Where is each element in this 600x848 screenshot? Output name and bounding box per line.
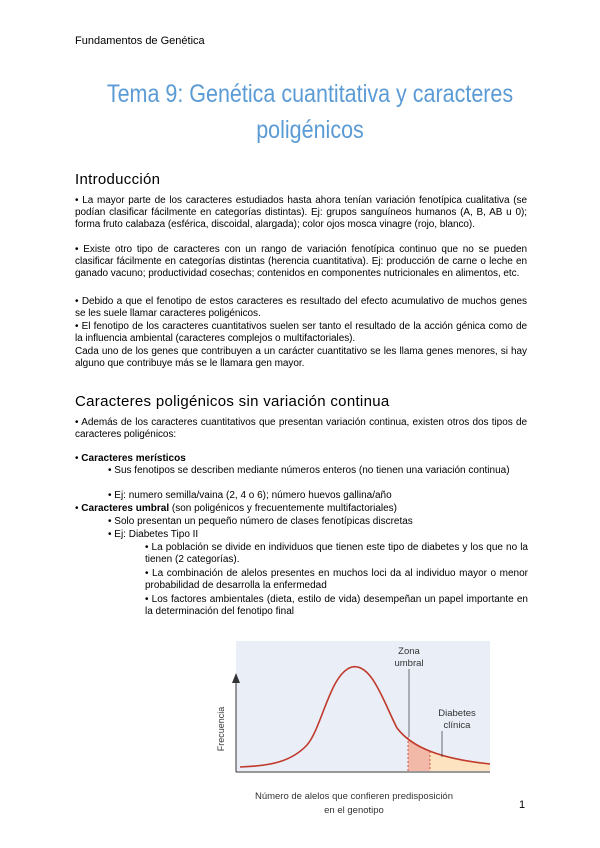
section-heading-polygenic: Caracteres poligénicos sin variación continua (75, 393, 390, 410)
y-axis-label: Frecuencia (216, 706, 226, 752)
x-axis-label-line-2: en el genotipo (324, 805, 384, 816)
intro-paragraph-5: Cada uno de los genes que contribuyen a un carácter cuantitativo se les llama genes menores, si hay alguno que contribuye más se le llamara gen mayor. (75, 346, 527, 369)
section2-intro: • Además de los caracteres cuantitativos que presentan variación continua, existen otros dos tipos de caracteres poligénicos: (75, 417, 527, 440)
intro-paragraph-2: • Existe otro tipo de caracteres con un rango de variación fenotípica continuo que no se pueden clasificar fácilmente en categorías distintas (herencia cuantitativa). Ej: producción de carne o leche en ganado vacuno; productividad cosechas; contenidos en componentes nutricionales en alimentos, etc. (75, 244, 527, 279)
page-title (95, 76, 525, 148)
clinical-label-line-1: Diabetes (438, 708, 476, 719)
intro-paragraph-4: • El fenotipo de los caracteres cuantitativos suelen ser tanto el resultado de la acción génica como de la influencia ambiental (caracteres complejos o multifactoriales). (75, 321, 527, 344)
section-heading-introduction: Introducción (75, 171, 161, 188)
intro-paragraph-1: • La mayor parte de los caracteres estudiados hasta ahora tenían variación fenotípica cualitativa (se podían clasificar fácilmente en categorías distintas). Ej: grupos sanguíneos humanos (A, B, AB u 0); forma fruto calabaza (esférica, discoidal, alargada); color ojos mosca vinagre (rojo, blanco). (75, 195, 527, 230)
umbral-heading (75, 503, 397, 515)
umbral-label: Caracteres umbral (81, 503, 170, 514)
clinical-label-line-2: clínica (443, 720, 471, 731)
meristic-item-1: • Sus fenotipos se describen mediante números enteros (no tienen una variación continua) (108, 465, 510, 476)
plot-background (236, 641, 490, 771)
threshold-trait-figure (212, 633, 492, 819)
meristic-label: Caracteres merísticos (81, 453, 186, 464)
title-line-2: poligénicos (256, 116, 364, 144)
meristic-item-2: • Ej: numero semilla/vaina (2, 4 o 6); número huevos gallina/año (108, 490, 392, 501)
bullet: • (75, 453, 82, 464)
umbral-item-2: • Ej: Diabetes Tipo II (108, 529, 199, 540)
umbral-subitem-3: • Los factores ambientales (dieta, estilo de vida) desempeñan un papel importante en la determinación del fenotipo final (145, 594, 528, 617)
zone-label-line-1: Zona (398, 646, 420, 657)
page-number: 1 (519, 799, 526, 811)
intro-paragraph-3: • Debido a que el fenotipo de estos caracteres es resultado del efecto acumulativo de muchos genes se les suele llamar caracteres poligénicos. (75, 296, 527, 319)
umbral-subitem-1: • La población se divide en individuos que tienen este tipo de diabetes y los que no la tienen (2 categorías). (145, 542, 528, 565)
x-axis-label-line-1: Número de alelos que confieren predisposición (254, 791, 454, 802)
zone-label-line-2: umbral (394, 658, 424, 669)
title-line-1: Tema 9: Genética cuantitativa y caracteres (106, 80, 514, 108)
document-header: Fundamentos de Genética (75, 35, 205, 47)
umbral-item-1: • Solo presentan un pequeño número de clases fenotípicas discretas (108, 516, 413, 527)
umbral-subitem-2: • La combinación de alelos presentes en muchos loci da al individuo mayor o menor probabilidad de desarrolla la enfermedad (145, 568, 528, 591)
umbral-description: (son poligénicos y frecuentemente multifactoriales) (169, 503, 397, 514)
meristic-heading (75, 453, 186, 465)
bullet: • (75, 503, 82, 514)
